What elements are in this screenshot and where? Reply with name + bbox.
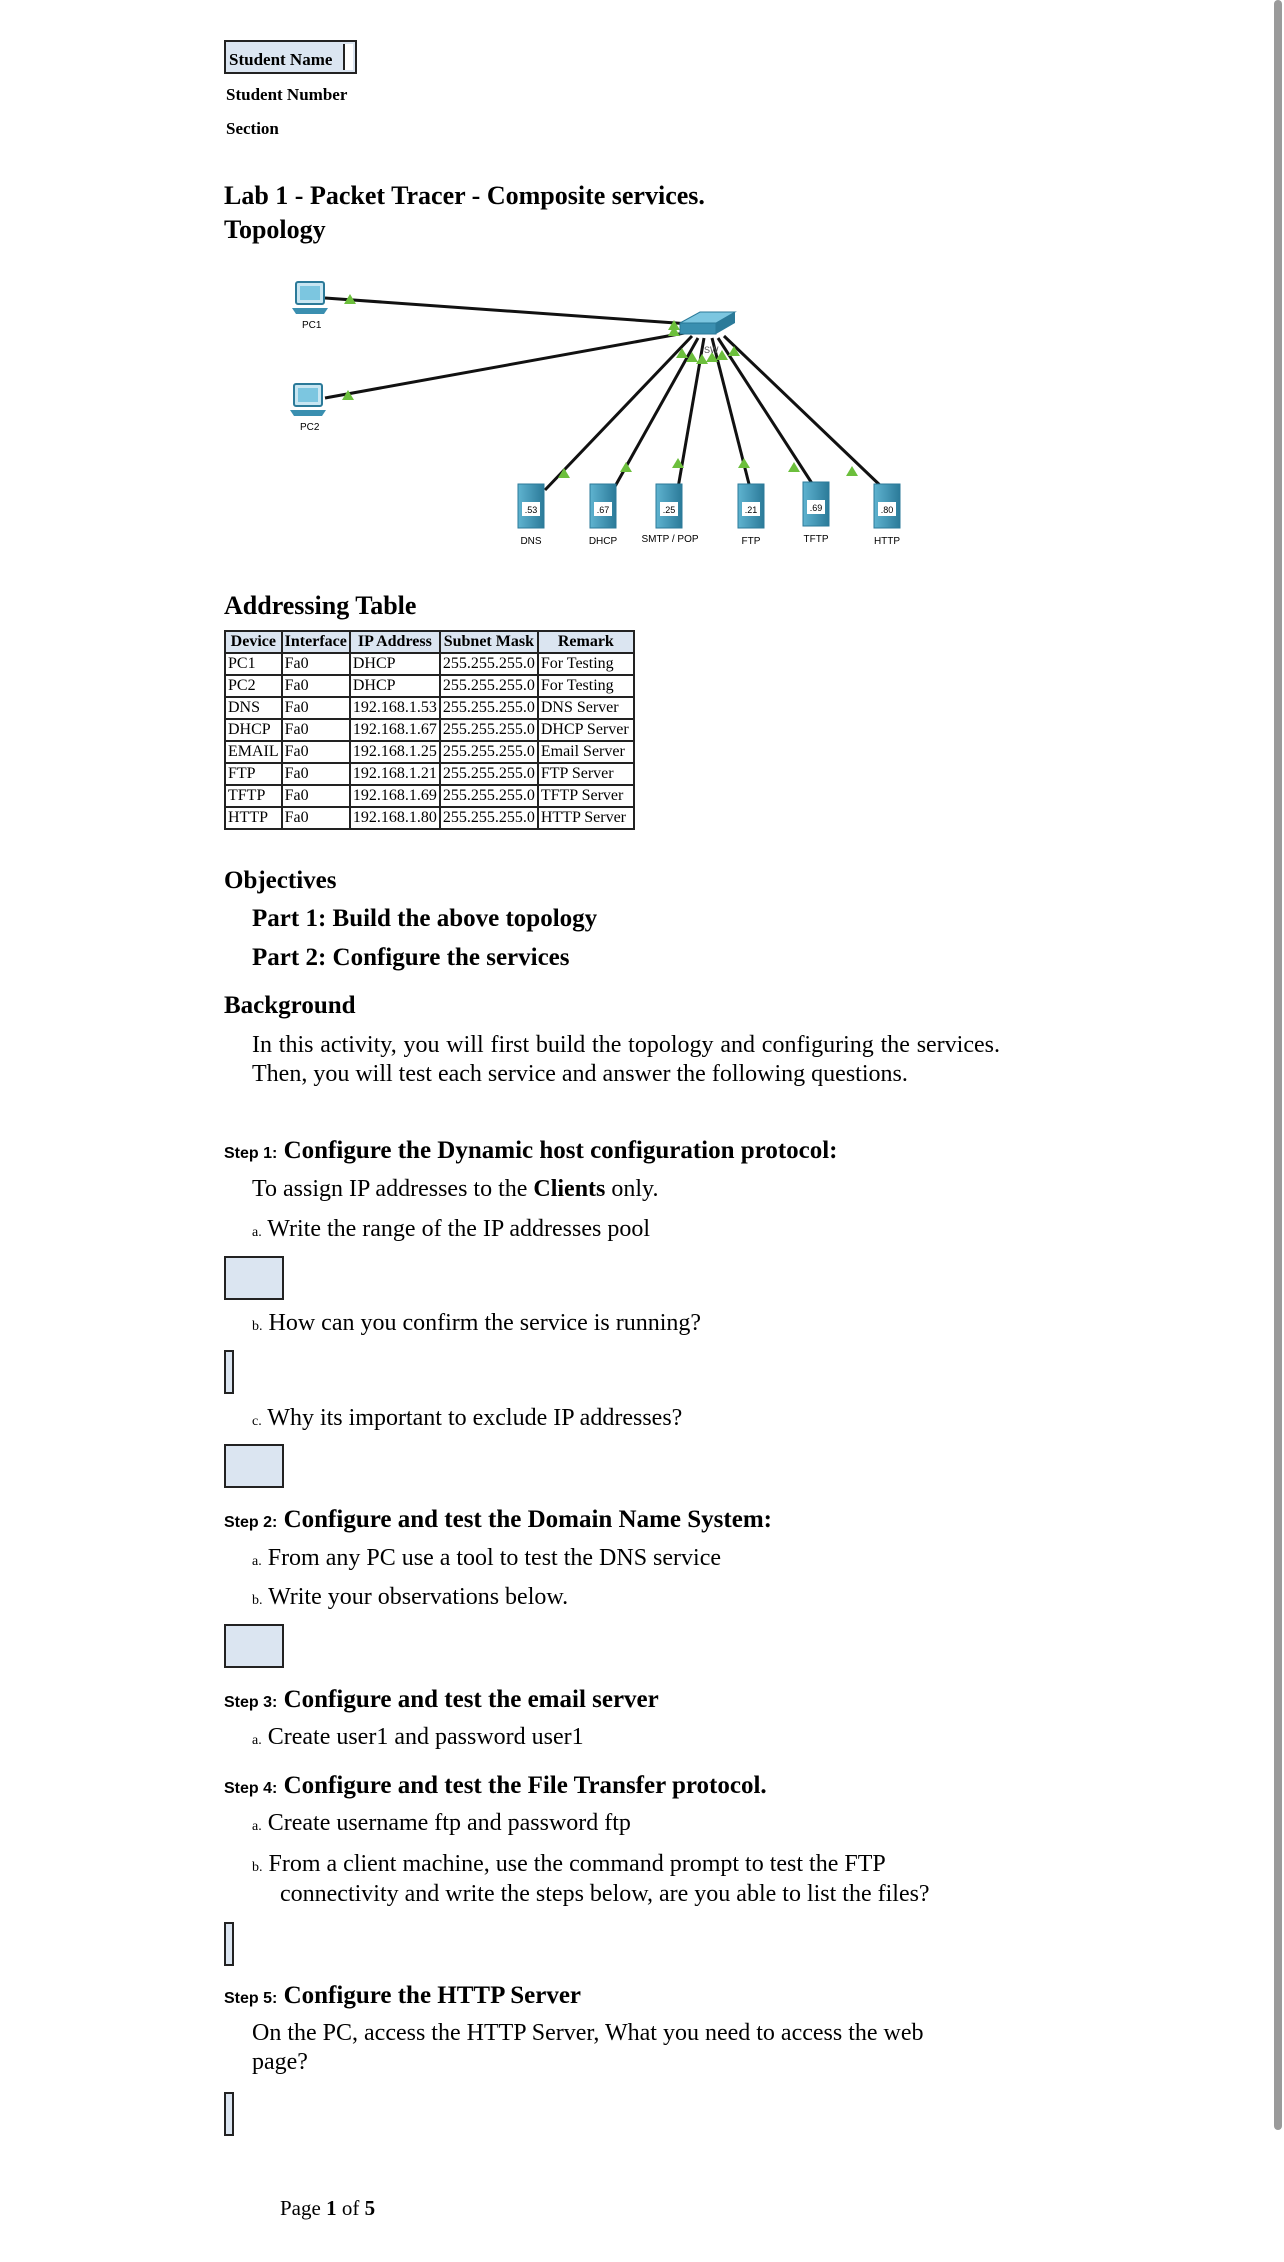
letter: a. <box>252 1733 262 1748</box>
step1-b-text: How can you confirm the service is running? <box>268 1310 702 1336</box>
cell: 255.255.255.0 <box>440 719 538 741</box>
cell: 192.168.1.67 <box>350 719 440 741</box>
step4-number: Step 4: <box>224 1780 278 1797</box>
topology-diagram <box>280 268 920 558</box>
step2-title: Configure and test the Domain Name System: <box>283 1506 772 1533</box>
step1-title: Configure the Dynamic host configuration protocol: <box>283 1137 838 1164</box>
dns-label: DNS <box>520 536 542 547</box>
step5-text2: page? <box>252 2049 308 2075</box>
cell: For Testing <box>538 653 634 675</box>
cell: Fa0 <box>282 807 350 829</box>
svg-text:.53: .53 <box>524 505 538 515</box>
background-text: In this activity, you will first build the topology and configuring the services. Then, you will test each service and answer the following questions. <box>252 1032 1000 1087</box>
step1-a-text: Write the range of the IP addresses pool <box>267 1216 650 1242</box>
cell: Fa0 <box>282 785 350 807</box>
ftp-server-icon <box>738 484 764 528</box>
footer-of: of <box>336 2196 365 2220</box>
table-row <box>225 763 634 785</box>
pc1-label: PC1 <box>302 320 322 331</box>
footer-total: 5 <box>364 2196 376 2220</box>
dhcp-server-icon <box>590 484 616 528</box>
smtp-pop-label: SMTP / POP <box>641 534 699 545</box>
letter: b. <box>252 1319 263 1334</box>
answer-box-1b[interactable] <box>224 1350 234 1394</box>
switch-label: SW <box>704 345 719 355</box>
step5-number: Step 5: <box>224 1990 278 2007</box>
col-remark: Remark <box>538 631 634 653</box>
answer-box-1a[interactable] <box>224 1256 284 1300</box>
letter: a. <box>252 1554 262 1569</box>
step2-a-text: From any PC use a tool to test the DNS service <box>267 1545 721 1571</box>
cell: 255.255.255.0 <box>440 741 538 763</box>
background-heading: Background <box>224 992 356 1019</box>
step1-b <box>252 1310 701 1337</box>
step1-c <box>252 1405 682 1432</box>
svg-text:.69: .69 <box>809 503 823 513</box>
cell: DHCP <box>350 653 440 675</box>
objectives-heading: Objectives <box>224 867 337 894</box>
step4-title: Configure and test the File Transfer protocol. <box>283 1772 767 1799</box>
footer-prefix: Page <box>280 2196 327 2220</box>
svg-text:.80: .80 <box>880 505 894 515</box>
cell: FTP <box>225 763 282 785</box>
table-row <box>225 653 634 675</box>
dns-server-icon <box>518 484 544 528</box>
cell: 255.255.255.0 <box>440 785 538 807</box>
cell: HTTP <box>225 807 282 829</box>
table-row <box>225 741 634 763</box>
answer-box-5[interactable] <box>224 2092 234 2136</box>
step3-a-text: Create user1 and password user1 <box>267 1724 584 1750</box>
cell: For Testing <box>538 675 634 697</box>
scrollbar[interactable] <box>1272 0 1284 2262</box>
footer-page: 1 <box>326 2196 337 2220</box>
answer-box-4b[interactable] <box>224 1922 234 1966</box>
http-label: HTTP <box>873 536 901 547</box>
section-label: Section <box>226 119 279 138</box>
svg-text:.25: .25 <box>662 505 676 515</box>
table-header-row <box>225 631 634 653</box>
cell: Email Server <box>538 741 634 763</box>
pc2-icon <box>290 384 326 416</box>
step4-a-text: Create username ftp and password ftp <box>267 1810 631 1836</box>
http-server-icon <box>874 484 900 528</box>
table-row <box>225 807 634 829</box>
cell: 255.255.255.0 <box>440 697 538 719</box>
step4-b-text1: From a client machine, use the command prompt to test the FTP <box>268 1851 886 1877</box>
letter: b. <box>252 1593 263 1608</box>
step2-heading <box>224 1506 772 1534</box>
step1-heading <box>224 1137 838 1165</box>
pc1-icon <box>292 282 328 314</box>
step1-number: Step 1: <box>224 1145 278 1162</box>
student-number-label: Student Number <box>226 85 348 104</box>
cell: Fa0 <box>282 741 350 763</box>
step5-text1: On the PC, access the HTTP Server, What you need to access the web <box>252 2020 924 2046</box>
email-server-icon <box>656 484 682 528</box>
cell: Fa0 <box>282 763 350 785</box>
step3-number: Step 3: <box>224 1694 278 1711</box>
cell: 192.168.1.25 <box>350 741 440 763</box>
col-device: Device <box>225 631 282 653</box>
letter: a. <box>252 1819 262 1834</box>
cell: DNS <box>225 697 282 719</box>
cell: 192.168.1.21 <box>350 763 440 785</box>
cell: PC2 <box>225 675 282 697</box>
cell: DHCP <box>225 719 282 741</box>
pc2-label: PC2 <box>300 422 320 433</box>
objective-part1: Part 1: Build the above topology <box>252 905 598 932</box>
cell: 255.255.255.0 <box>440 675 538 697</box>
step2-number: Step 2: <box>224 1514 278 1531</box>
table-row <box>225 675 634 697</box>
step2-b-text: Write your observations below. <box>268 1584 569 1610</box>
addressing-heading: Addressing Table <box>224 591 417 620</box>
step3-title: Configure and test the email server <box>283 1686 659 1713</box>
cell: Fa0 <box>282 675 350 697</box>
student-name-input[interactable] <box>343 44 353 70</box>
answer-box-1c[interactable] <box>224 1444 284 1488</box>
cell: 255.255.255.0 <box>440 807 538 829</box>
ftp-label: FTP <box>741 536 761 547</box>
svg-text:.67: .67 <box>596 505 610 515</box>
svg-text:.21: .21 <box>744 505 758 515</box>
letter: b. <box>252 1860 263 1875</box>
col-ip: IP Address <box>350 631 440 653</box>
cell: 255.255.255.0 <box>440 653 538 675</box>
table-row <box>225 785 634 807</box>
step3-heading <box>224 1686 659 1714</box>
step4-b <box>252 1851 886 1878</box>
table-row <box>225 697 634 719</box>
tftp-label: TFTP <box>803 534 829 545</box>
step4-a <box>252 1810 631 1837</box>
table-row <box>225 719 634 741</box>
cell: 192.168.1.80 <box>350 807 440 829</box>
step1-a <box>252 1216 650 1243</box>
dhcp-label: DHCP <box>588 536 618 547</box>
letter: c. <box>252 1414 262 1429</box>
objective-part2: Part 2: Configure the services <box>252 944 570 971</box>
scrollbar-thumb[interactable] <box>1274 0 1282 2130</box>
switch-icon <box>680 312 735 334</box>
step5-heading <box>224 1982 581 2010</box>
cell: Fa0 <box>282 697 350 719</box>
cell: 255.255.255.0 <box>440 763 538 785</box>
student-name-label: Student Name <box>229 50 333 69</box>
step1-intro-text: To assign IP addresses to the <box>252 1176 534 1202</box>
cell: DNS Server <box>538 697 634 719</box>
cell: Fa0 <box>282 653 350 675</box>
col-mask: Subnet Mask <box>440 631 538 653</box>
step3-a <box>252 1724 584 1751</box>
step2-a <box>252 1545 721 1572</box>
addressing-table <box>224 630 635 830</box>
tftp-server-icon <box>803 482 829 526</box>
cell: 192.168.1.53 <box>350 697 440 719</box>
answer-box-2b[interactable] <box>224 1624 284 1668</box>
cell: TFTP Server <box>538 785 634 807</box>
page-footer <box>280 2196 375 2221</box>
topology-heading: Topology <box>224 215 326 244</box>
step1-intro-bold: Clients <box>533 1176 606 1202</box>
page-title: Lab 1 - Packet Tracer - Composite services. <box>224 181 705 210</box>
cell: PC1 <box>225 653 282 675</box>
student-name-field[interactable] <box>224 40 357 74</box>
col-interface: Interface <box>282 631 350 653</box>
cell: HTTP Server <box>538 807 634 829</box>
cell: FTP Server <box>538 763 634 785</box>
cell: DHCP Server <box>538 719 634 741</box>
step5-title: Configure the HTTP Server <box>283 1982 582 2009</box>
step4-b-cont: connectivity and write the steps below, are you able to list the files? <box>280 1881 930 1907</box>
step4-heading <box>224 1772 767 1800</box>
cell: Fa0 <box>282 719 350 741</box>
step2-b <box>252 1584 568 1611</box>
cell: TFTP <box>225 785 282 807</box>
cell: EMAIL <box>225 741 282 763</box>
step1-intro-end: only. <box>605 1176 659 1202</box>
cell: 192.168.1.69 <box>350 785 440 807</box>
cell: DHCP <box>350 675 440 697</box>
step1-intro <box>252 1176 659 1203</box>
step1-c-text: Why its important to exclude IP addresses? <box>267 1405 683 1431</box>
letter: a. <box>252 1225 262 1240</box>
